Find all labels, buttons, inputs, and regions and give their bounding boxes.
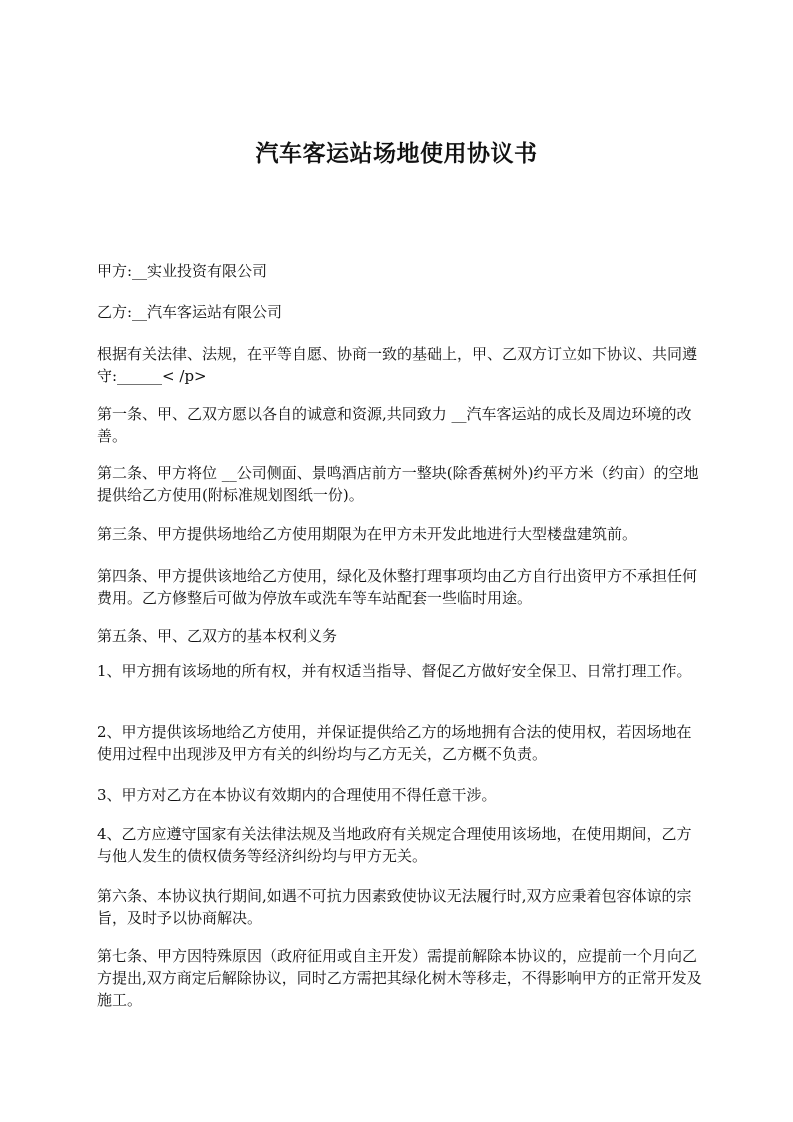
article-3-paragraph: 第三条、甲方提供场地给乙方使用期限为在甲方未开发此地进行大型楼盘建筑前。 (97, 525, 638, 543)
article-2-paragraph: 第二条、甲方将位 __公司侧面、景鸣酒店前方一整块(除香蕉树外)约平方米（约亩）的空地提供给乙方使用(附标准规划图纸一份)。 (97, 464, 699, 504)
article-5-item-1: 1、甲方拥有该场地的所有权，并有权适当指导、督促乙方做好安全保卫、日常打理工作。 (97, 662, 692, 680)
party-a-line: 甲方:__实业投资有限公司 (97, 262, 268, 280)
article-5-item-3: 3、甲方对乙方在本协议有效期内的合理使用不得任意干涉。 (97, 786, 497, 804)
article-5-item-4: 4、乙方应遵守国家有关法律法规及当地政府有关规定合理使用该场地，在使用期间，乙方与他人发生的债权债务等经济纠纷均与甲方无关。 (97, 825, 692, 865)
article-1-paragraph: 第一条、甲、乙双方愿以各自的诚意和资源,共同致力 __汽车客运站的成长及周边环境的改善。 (97, 405, 692, 445)
article-5-heading: 第五条、甲、乙双方的基本权利义务 (97, 627, 338, 645)
article-7-paragraph: 第七条、甲方因特殊原因（政府征用或自主开发）需提前解除本协议的，应提前一个月向乙方提出,双方商定后解除协议，同时乙方需把其绿化树木等移走，不得影响甲方的正常开发及施工。 (97, 947, 702, 1009)
preamble-paragraph: 根据有关法律、法规，在平等自愿、协商一致的基础上，甲、乙双方订立如下协议、共同遵守:______< /p> (97, 345, 698, 385)
article-6-paragraph: 第六条、本协议执行期间,如遇不可抗力因素致使协议无法履行时,双方应秉着包容体谅的宗旨，及时予以协商解决。 (97, 887, 692, 927)
article-5-item-2: 2、甲方提供该场地给乙方使用，并保证提供给乙方的场地拥有合法的使用权，若因场地在使用过程中出现涉及甲方有关的纠纷均与乙方无关，乙方概不负责。 (97, 723, 692, 763)
article-4-paragraph: 第四条、甲方提供该地给乙方使用，绿化及休整打理事项均由乙方自行出资甲方不承担任何费用。乙方修整后可做为停放车或洗车等车站配套一些临时用途。 (97, 567, 698, 607)
party-b-line: 乙方:__汽车客运站有限公司 (97, 303, 283, 321)
document-title: 汽车客运站场地使用协议书 (255, 141, 538, 167)
